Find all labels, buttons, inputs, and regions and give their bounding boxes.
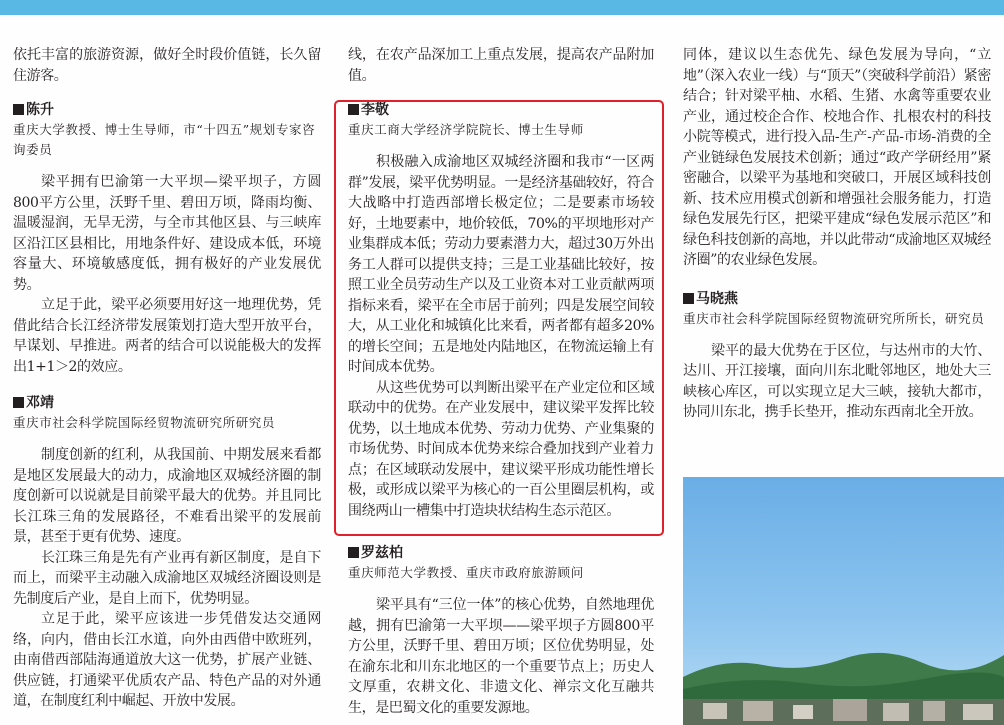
expert-name-ma-xiaoyan: 马晓燕	[683, 289, 991, 309]
paragraph: 长江珠三角是先有产业再有新区制度，是自下而上，而梁平主动融入成渝地区双城经济圈设则是先制度后产业，是自上而下，优势明显。	[13, 549, 321, 607]
expert-name-luo-zibai: 罗兹柏	[348, 543, 654, 563]
expert-name-deng-jing: 邓靖	[13, 393, 321, 413]
square-bullet-icon	[348, 104, 359, 115]
expert-title: 重庆工商大学经济学院院长、博士生导师	[348, 122, 584, 137]
column-intro-text: 同体，建议以生态优先、绿色发展为导向，“立地”（深入农业一线）与“顶天”（突破科学前沿）紧密结合；针对梁平柚、水稻、生猪、水禽等重要农业产业，通过校企合作、校地合作、扎根农村的科技小院等模式，进行投入品-生产-产品-市场-消费的全产业链绿色发展技术创新；通过“政产学研经用”紧密融合，以梁平为基地和突破口，开展区域科技创新、技术应用模式创新和增强社会服务能力，打造绿色发展先行区，把梁平建成“绿色发展示范区”和绿色科技创新的高地，并以此带动“成渝地区双城经济圈”的农业绿色发展。	[683, 47, 991, 268]
paragraph: 积极融入成渝地区双城经济圈和我市“一区两群”发展，梁平优势明显。一是经济基础较好，符合大战略中打造西部增长极定位；二是要素市场较好，土地要素中，地价较低，70%的平坝地形对产业集群成本低；劳动力要素潜力大，超过30万外出务工人群可以提供支持；三是工业基础比较好，按照工业全员劳动生产以及工业资本对工业贡献两项指标来看，梁平在全市居于前列；四是发展空间较大，从工业化和城镇化比来看，两者都有超多20%的增长空间；五是地处内陆地区，在物流运输上有时间成本优势。	[348, 154, 654, 375]
expert-title: 重庆师范大学教授、重庆市政府旅游顾问	[348, 565, 584, 580]
landscape-illustration	[683, 477, 1004, 725]
square-bullet-icon	[13, 104, 24, 115]
paragraph: 从这些优势可以判断出梁平在产业定位和区域联动中的优势。在产业发展中，建议梁平发挥比较优势，以土地成本优势、劳动力优势、产业集聚的市场优势、时间成本优势来综合叠加找到产业着力点；在区域联动发展中，建议梁平形成功能性增长极，或形成以梁平为核心的一百公里圈层机构，或围绕两山一槽集中打造块状结构生态示范区。	[348, 379, 654, 519]
expert-name-chen-sheng: 陈升	[13, 100, 321, 120]
expert-name-li-jing: 李敬	[348, 100, 654, 120]
paragraph: 梁平具有“三位一体”的核心优势，自然地理优越，拥有巴渝第一大平坝——梁平坝子方圆800平方公里，沃野千里、碧田万顷；区位优势明显，处在渝东北和川东北地区的一个重要节点上；历史人文厚重，农耕文化、非遗文化、禅宗文化互融共生，是巴蜀文化的重要发源地。	[348, 597, 654, 716]
paragraph: 立足于此，梁平必须要用好这一地理优势，凭借此结合长江经济带发展策划打造大型开放平台，早谋划、早推进。两者的结合可以说能极大的发挥出1+1＞2的效应。	[13, 297, 321, 375]
paragraph: 制度创新的红利，从我国前、中期发展来看都是地区发展最大的动力，成渝地区双城经济圈的制度创新可以说就是目前梁平最大的优势。并且同比长江珠三角的发展路径，不难看出梁平的发展前景，甚至于更有优势、速度。	[13, 447, 321, 545]
square-bullet-icon	[683, 293, 694, 304]
column-middle	[348, 45, 654, 725]
landscape-photo	[683, 477, 1004, 725]
paragraph: 梁平的最大优势在于区位，与达州市的大竹、达川、开江接壤，面向川东北毗邻地区，地处大三峡核心库区，可以实现立足大三峡，接轨大都市，协同川东北，携手长垫开，推动东西南北全开放。	[683, 342, 991, 420]
paragraph: 梁平拥有巴渝第一大平坝—梁平坝子，方圆800平方公里，沃野千里、碧田万顷，降雨均衡、温暖湿润，无旱无涝，与全市其他区县、与三峡库区沿江区县相比，用地条件好、建设成本低，环境容量大、环境敏感度低，拥有极好的产业发展优势。	[13, 174, 321, 293]
column-left	[13, 45, 321, 725]
expert-title: 重庆大学教授、博士生导师，市“十四五”规划专家咨询委员	[13, 122, 316, 157]
square-bullet-icon	[13, 397, 24, 408]
square-bullet-icon	[348, 547, 359, 558]
expert-title: 重庆市社会科学院国际经贸物流研究所所长，研究员	[683, 310, 985, 326]
column-intro-text: 依托丰富的旅游资源，做好全时段价值链，长久留住游客。	[13, 47, 321, 84]
expert-title: 重庆市社会科学院国际经贸物流研究所研究员	[13, 415, 276, 430]
paragraph: 立足于此，梁平应该进一步凭借发达交通网络，向内，借由长江水道，向外由西借中欧班列，由南借西部陆海通道放大这一优势，扩展产业链、供应链，打通梁平优质农产品、特色产品的对外通道，在制度红利中崛起、开放中发展。	[13, 611, 321, 709]
column-intro-text: 线，在农产品深加工上重点发展，提高农产品附加值。	[348, 47, 654, 84]
top-color-bar	[0, 0, 1004, 15]
